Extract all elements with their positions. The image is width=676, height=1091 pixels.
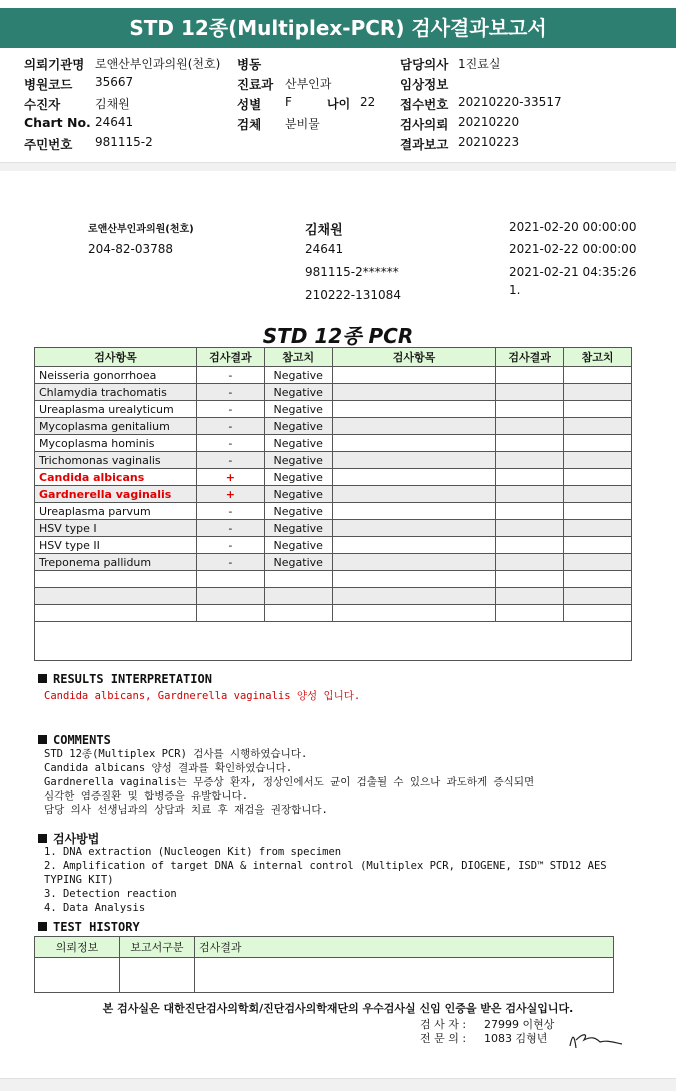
- test-item-2: [332, 452, 496, 469]
- table-row: [35, 452, 632, 469]
- header-label: 성별: [237, 97, 262, 112]
- test-item: Mycoplasma genitalium: [35, 418, 197, 435]
- text-line: STD 12종(Multiplex PCR) 검사를 시행하였습니다.: [44, 748, 308, 760]
- clinic-reg: 204-82-03788: [88, 242, 174, 256]
- report-title: STD 12종(Multiplex-PCR) 검사결과보고서: [0, 8, 676, 48]
- reference-value: Negative: [264, 401, 332, 418]
- reference-value: Negative: [264, 554, 332, 571]
- text-line: 3. Detection reaction: [44, 888, 177, 900]
- signature-icon: [566, 1026, 626, 1052]
- test-result: -: [196, 367, 264, 384]
- reference-value: Negative: [264, 367, 332, 384]
- date-3: 2021-02-21 04:35:26: [509, 265, 637, 279]
- test-item-2: [332, 384, 496, 401]
- empty-row: [35, 571, 632, 588]
- square-bullet-icon: [38, 735, 47, 744]
- test-item-2: [332, 554, 496, 571]
- test-result-2: [496, 435, 564, 452]
- reference-value-2: [564, 401, 632, 418]
- interpretation-heading: RESULTS INTERPRETATION: [38, 672, 212, 686]
- test-result: -: [196, 435, 264, 452]
- history-table: [34, 936, 614, 993]
- test-result-2: [496, 384, 564, 401]
- history-col-report-type: 보고서구분: [120, 937, 195, 958]
- method-heading: 검사방법: [38, 830, 99, 847]
- col-item-header: 검사항목: [35, 348, 197, 367]
- test-result-2: [496, 418, 564, 435]
- results-header-row: [35, 348, 632, 367]
- table-row: [35, 486, 632, 503]
- test-result: +: [196, 486, 264, 503]
- square-bullet-icon: [38, 922, 47, 931]
- header-label: 수진자: [24, 97, 61, 112]
- test-item: Chlamydia trachomatis: [35, 384, 197, 401]
- comments-text: [44, 747, 534, 817]
- header-label: 진료과: [237, 77, 274, 92]
- test-item: HSV type I: [35, 520, 197, 537]
- test-result: -: [196, 384, 264, 401]
- interpretation-text: Candida albicans, Gardnerella vaginalis 양성 입니다.: [44, 690, 361, 702]
- age-value: 22: [360, 95, 376, 109]
- test-item-2: [332, 469, 496, 486]
- reference-value: Negative: [264, 418, 332, 435]
- results-table: [34, 347, 632, 661]
- test-result: -: [196, 554, 264, 571]
- results-title: STD 12종 PCR: [262, 324, 414, 348]
- test-item-2: [332, 520, 496, 537]
- header-value: 분비물: [285, 117, 320, 131]
- test-item: Candida albicans: [35, 469, 197, 486]
- date-1: 2021-02-20 00:00:00: [509, 220, 637, 234]
- test-item-2: [332, 537, 496, 554]
- reference-value-2: [564, 452, 632, 469]
- header-value: 김채원: [95, 97, 130, 111]
- header-label: 병원코드: [24, 77, 73, 92]
- test-result: -: [196, 418, 264, 435]
- accreditation-statement: 본 검사실은 대한진단검사의학회/진단검사의학재단의 우수검사실 신임 인증을 받은 검사실입니다.: [102, 1002, 574, 1015]
- text-line: 2. Amplification of target DNA & internal control (Multiplex PCR, DIOGENE, ISD™ STD12 AES: [44, 860, 607, 872]
- header-value: 20210220-33517: [458, 95, 562, 109]
- header-value: 981115-2: [95, 135, 153, 149]
- table-row: [35, 367, 632, 384]
- test-item: HSV type II: [35, 537, 197, 554]
- table-row: [35, 401, 632, 418]
- col-result-header: 검사결과: [196, 348, 264, 367]
- reference-value: Negative: [264, 435, 332, 452]
- table-row: [35, 537, 632, 554]
- header-label: 담당의사: [400, 57, 449, 72]
- col-ref2-header: 참고치: [564, 348, 632, 367]
- text-line: TYPING KIT): [44, 874, 114, 886]
- bottom-separator: [0, 1078, 676, 1091]
- text-line: 1. DNA extraction (Nucleogen Kit) from specimen: [44, 846, 342, 858]
- table-row: [35, 435, 632, 452]
- test-item: Ureaplasma parvum: [35, 503, 197, 520]
- test-item-2: [332, 367, 496, 384]
- col-ref-header: 참고치: [264, 348, 332, 367]
- test-result: -: [196, 503, 264, 520]
- reference-value: Negative: [264, 452, 332, 469]
- reference-value-2: [564, 469, 632, 486]
- test-item: Mycoplasma hominis: [35, 435, 197, 452]
- header-label: 병동: [237, 57, 262, 72]
- test-result-2: [496, 537, 564, 554]
- test-item: Neisseria gonorrhoea: [35, 367, 197, 384]
- reference-value: Negative: [264, 384, 332, 401]
- history-col-result: 검사결과: [195, 937, 614, 958]
- table-row: [35, 469, 632, 486]
- reference-value-2: [564, 554, 632, 571]
- test-result-2: [496, 452, 564, 469]
- receipt-number: 210222-131084: [305, 288, 401, 302]
- reference-value-2: [564, 537, 632, 554]
- test-result-2: [496, 367, 564, 384]
- header-value: 1진료실: [458, 57, 501, 71]
- square-bullet-icon: [38, 674, 47, 683]
- header-label: 접수번호: [400, 97, 449, 112]
- table-row: [35, 384, 632, 401]
- test-item-2: [332, 486, 496, 503]
- header-value: 로앤산부인과의원(천호): [95, 57, 221, 71]
- history-heading: TEST HISTORY: [38, 920, 140, 934]
- test-result: -: [196, 520, 264, 537]
- test-item-2: [332, 418, 496, 435]
- empty-row: [35, 588, 632, 605]
- specialist-label: 전 문 의 :: [420, 1032, 467, 1045]
- header-value: 산부인과: [285, 77, 332, 91]
- header-label: 의뢰기관명: [24, 57, 85, 72]
- header-value: 24641: [95, 115, 134, 129]
- col-result2-header: 검사결과: [496, 348, 564, 367]
- empty-row: [35, 605, 632, 622]
- text-line: Candida albicans 양성 결과를 확인하였습니다.: [44, 762, 293, 774]
- date-3-extra: 1.: [509, 283, 521, 297]
- table-row: [35, 503, 632, 520]
- table-row: [35, 520, 632, 537]
- test-item: Gardnerella vaginalis: [35, 486, 197, 503]
- reference-value-2: [564, 486, 632, 503]
- header-label: 검사의뢰: [400, 117, 449, 132]
- specialist: 1083 김형년: [484, 1032, 548, 1045]
- header-value: 20210223: [458, 135, 520, 149]
- reference-value-2: [564, 367, 632, 384]
- header-label: 결과보고: [400, 137, 449, 152]
- text-line: Gardnerella vaginalis는 무증상 환자, 정상인에서도 균이 검출될 수 있으나 과도하게 증식되면: [44, 776, 535, 788]
- test-item-2: [332, 503, 496, 520]
- square-bullet-icon: [38, 834, 47, 843]
- table-row: [35, 418, 632, 435]
- reference-value-2: [564, 503, 632, 520]
- text-line: 담당 의사 선생님과의 상담과 치료 후 재검을 권장합니다.: [44, 804, 328, 816]
- reference-value-2: [564, 520, 632, 537]
- col-item2-header: 검사항목: [332, 348, 496, 367]
- reference-value: Negative: [264, 520, 332, 537]
- patient-chart: 24641: [305, 242, 344, 256]
- test-item-2: [332, 401, 496, 418]
- examiner-label: 검 사 자 :: [420, 1018, 467, 1031]
- header-value: 20210220: [458, 115, 520, 129]
- comments-heading: COMMENTS: [38, 733, 111, 747]
- reference-value: Negative: [264, 503, 332, 520]
- header-label: 검체: [237, 117, 262, 132]
- clinic-name: 로앤산부인과의원(천호): [88, 224, 194, 235]
- notes-row: [35, 622, 632, 661]
- reference-value: Negative: [264, 486, 332, 503]
- test-result-2: [496, 503, 564, 520]
- reference-value: Negative: [264, 469, 332, 486]
- patient-name: 김채원: [305, 223, 343, 238]
- test-item-2: [332, 435, 496, 452]
- test-result-2: [496, 469, 564, 486]
- reference-value-2: [564, 384, 632, 401]
- header-value: 35667: [95, 75, 134, 89]
- header-label: 주민번호: [24, 137, 73, 152]
- test-result-2: [496, 401, 564, 418]
- patient-id: 981115-2******: [305, 265, 399, 279]
- test-item: Ureaplasma urealyticum: [35, 401, 197, 418]
- test-result-2: [496, 486, 564, 503]
- test-result: -: [196, 537, 264, 554]
- header-label: 임상정보: [400, 77, 449, 92]
- age-label: 나이: [327, 97, 351, 111]
- date-2: 2021-02-22 00:00:00: [509, 242, 637, 256]
- test-item: Treponema pallidum: [35, 554, 197, 571]
- text-line: 4. Data Analysis: [44, 902, 146, 914]
- table-row: [35, 554, 632, 571]
- reference-value-2: [564, 418, 632, 435]
- test-item: Trichomonas vaginalis: [35, 452, 197, 469]
- header-value: F: [285, 95, 292, 109]
- test-result-2: [496, 520, 564, 537]
- test-result-2: [496, 554, 564, 571]
- method-text: [44, 845, 607, 915]
- history-col-request: 의뢰정보: [35, 937, 120, 958]
- reference-value: Negative: [264, 537, 332, 554]
- reference-value-2: [564, 435, 632, 452]
- history-row: [35, 958, 614, 993]
- header-label: Chart No.: [24, 115, 91, 130]
- test-result: -: [196, 401, 264, 418]
- test-result: +: [196, 469, 264, 486]
- test-result: -: [196, 452, 264, 469]
- examiner: 27999 이현상: [484, 1018, 555, 1031]
- text-line: 심각한 염증질환 및 합병증을 유발합니다.: [44, 790, 249, 802]
- separator: [0, 162, 676, 171]
